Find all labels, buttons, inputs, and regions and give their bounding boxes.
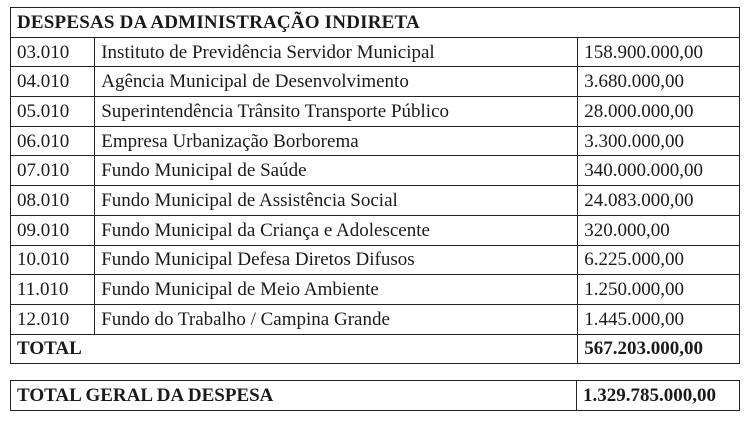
row-code: 07.010 — [11, 156, 95, 186]
row-value: 3.680.000,00 — [578, 67, 740, 97]
row-value: 320.000,00 — [578, 215, 740, 245]
table-row — [11, 215, 740, 245]
table-header: DESPESAS DA ADMINISTRAÇÃO INDIRETA — [11, 8, 740, 38]
indirect-expenses-table — [10, 7, 740, 364]
table-row — [11, 126, 740, 156]
row-value: 28.000.000,00 — [578, 97, 740, 127]
row-name: Fundo Municipal de Saúde — [95, 156, 578, 186]
row-name: Fundo Municipal de Assistência Social — [95, 186, 578, 216]
row-value: 158.900.000,00 — [578, 37, 740, 67]
row-code: 10.010 — [11, 245, 95, 275]
row-code: 08.010 — [11, 186, 95, 216]
row-name: Fundo do Trabalho / Campina Grande — [95, 304, 578, 334]
row-code: 04.010 — [11, 67, 95, 97]
indirect-expenses-body — [11, 8, 740, 364]
row-code: 05.010 — [11, 97, 95, 127]
grand-total-value: 1.329.785.000,00 — [577, 381, 740, 411]
row-code: 11.010 — [11, 275, 95, 305]
row-name: Fundo Municipal Defesa Diretos Difusos — [95, 245, 578, 275]
row-value: 1.445.000,00 — [578, 304, 740, 334]
row-code: 12.010 — [11, 304, 95, 334]
total-row — [11, 334, 740, 364]
row-name: Superintendência Trânsito Transporte Público — [95, 97, 578, 127]
table-row — [11, 156, 740, 186]
table-row — [11, 37, 740, 67]
row-value: 1.250.000,00 — [578, 275, 740, 305]
row-name: Fundo Municipal de Meio Ambiente — [95, 275, 578, 305]
table-row — [11, 304, 740, 334]
row-value: 3.300.000,00 — [578, 126, 740, 156]
row-code: 09.010 — [11, 215, 95, 245]
table-row — [11, 186, 740, 216]
table-row — [11, 275, 740, 305]
table-row — [11, 245, 740, 275]
grand-total-label: TOTAL GERAL DA DESPESA — [11, 381, 577, 411]
row-name: Instituto de Previdência Servidor Municipal — [95, 37, 578, 67]
row-code: 03.010 — [11, 37, 95, 67]
total-value: 567.203.000,00 — [578, 334, 740, 364]
grand-total-table — [10, 380, 740, 411]
row-value: 24.083.000,00 — [578, 186, 740, 216]
grand-total-row — [11, 381, 740, 411]
row-value: 340.000.000,00 — [578, 156, 740, 186]
row-code: 06.010 — [11, 126, 95, 156]
row-value: 6.225.000,00 — [578, 245, 740, 275]
table-header-row — [11, 8, 740, 38]
table-row — [11, 97, 740, 127]
row-name: Fundo Municipal da Criança e Adolescente — [95, 215, 578, 245]
table-row — [11, 67, 740, 97]
row-name: Empresa Urbanização Borborema — [95, 126, 578, 156]
row-name: Agência Municipal de Desenvolvimento — [95, 67, 578, 97]
total-label: TOTAL — [11, 334, 578, 364]
